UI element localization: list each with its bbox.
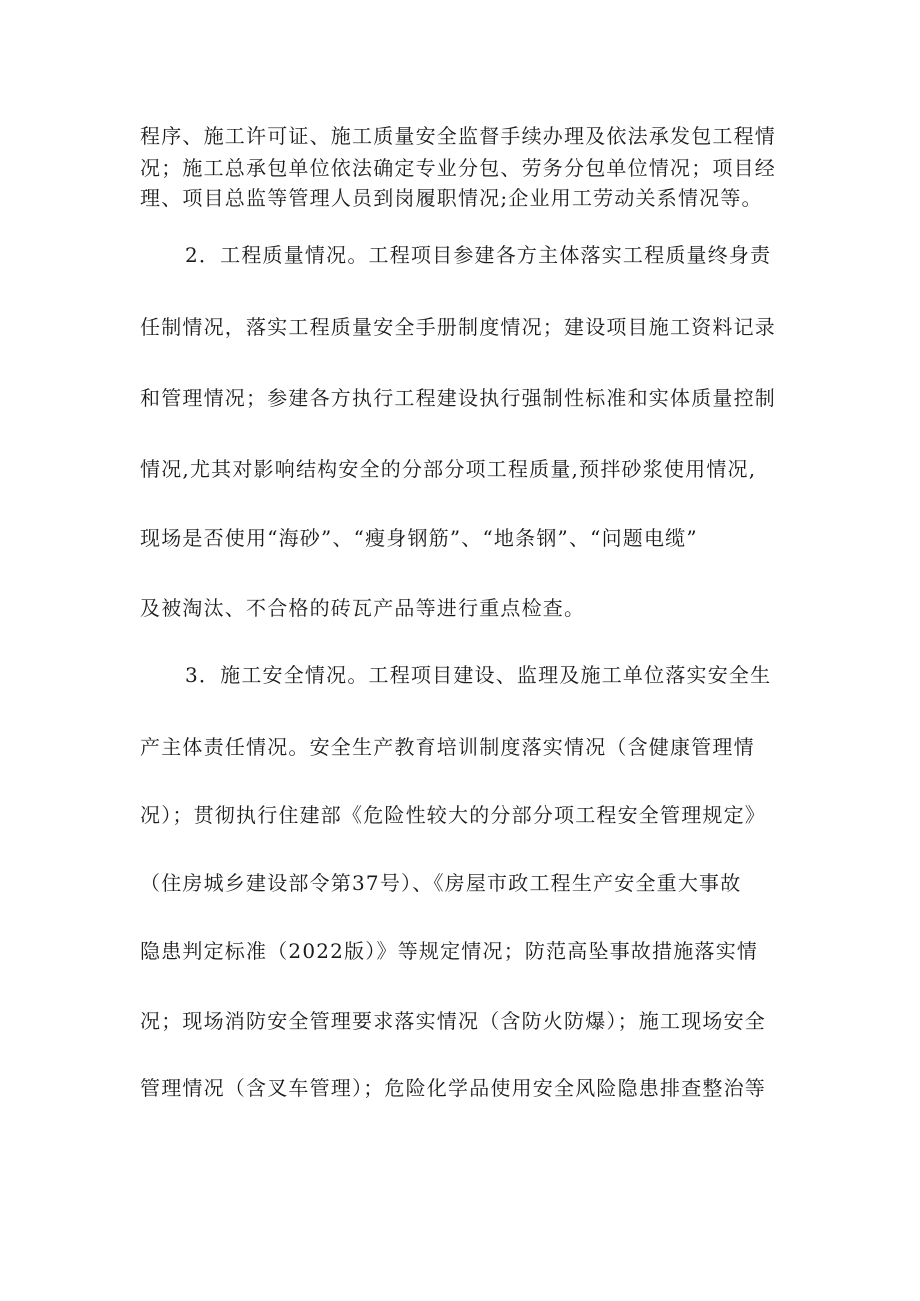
paragraph-2-line-3: 和管理情况；参建各方执行工程建设执行强制性标准和实体质量控制 [140,386,776,410]
paragraph-2-line-1: 2．工程质量情况。工程项目参建各方主体落实工程质量终身责 [185,243,772,267]
paragraph-2-line-6: 及被淘汰、不合格的砖瓦产品等进行重点检查。 [140,596,586,620]
paragraph-3-line-1: 3．施工安全情况。工程项目建设、监理及施工单位落实安全生 [185,663,772,687]
paragraph-3-line-3: 况）；贯彻执行住建部《危险性较大的分部分项工程安全管理规定》 [140,803,766,827]
paragraph-1-line-2: 况；施工总承包单位依法确定专业分包、劳务分包单位情况；项目经 [140,156,776,180]
paragraph-3-line-2: 产主体责任情况。安全生产教育培训制度落实情况（含健康管理情 [140,735,755,759]
paragraph-1-line-3: 理、项目总监等管理人员到岗履职情况;企业用工劳动关系情况等。 [140,186,763,210]
paragraph-2-line-4: 情况,尤其对影响结构安全的分部分项工程质量,预拌砂浆使用情况, [140,457,757,481]
paragraph-2-line-5: 现场是否使用“海砂”、“瘦身钢筋”、“地条钢”、“问题电缆” [140,526,698,550]
paragraph-1-line-1: 程序、施工许可证、施工质量安全监督手续办理及依法承发包工程情 [140,124,776,148]
paragraph-3-line-6: 况；现场消防安全管理要求落实情况（含防火防爆）；施工现场安全 [140,1009,766,1033]
paragraph-3-line-7: 管理情况（含叉车管理）；危险化学品使用安全风险隐患排查整治等 [140,1076,766,1100]
paragraph-3-line-5: 隐患判定标准（2022版）》等规定情况；防范高坠事故措施落实情 [140,939,759,963]
paragraph-3-line-4: （住房城乡建设部令第37号）、《房屋市政工程生产安全重大事故 [140,871,742,895]
paragraph-2-line-2: 任制情况，落实工程质量安全手册制度情况；建设项目施工资料记录 [140,315,776,339]
